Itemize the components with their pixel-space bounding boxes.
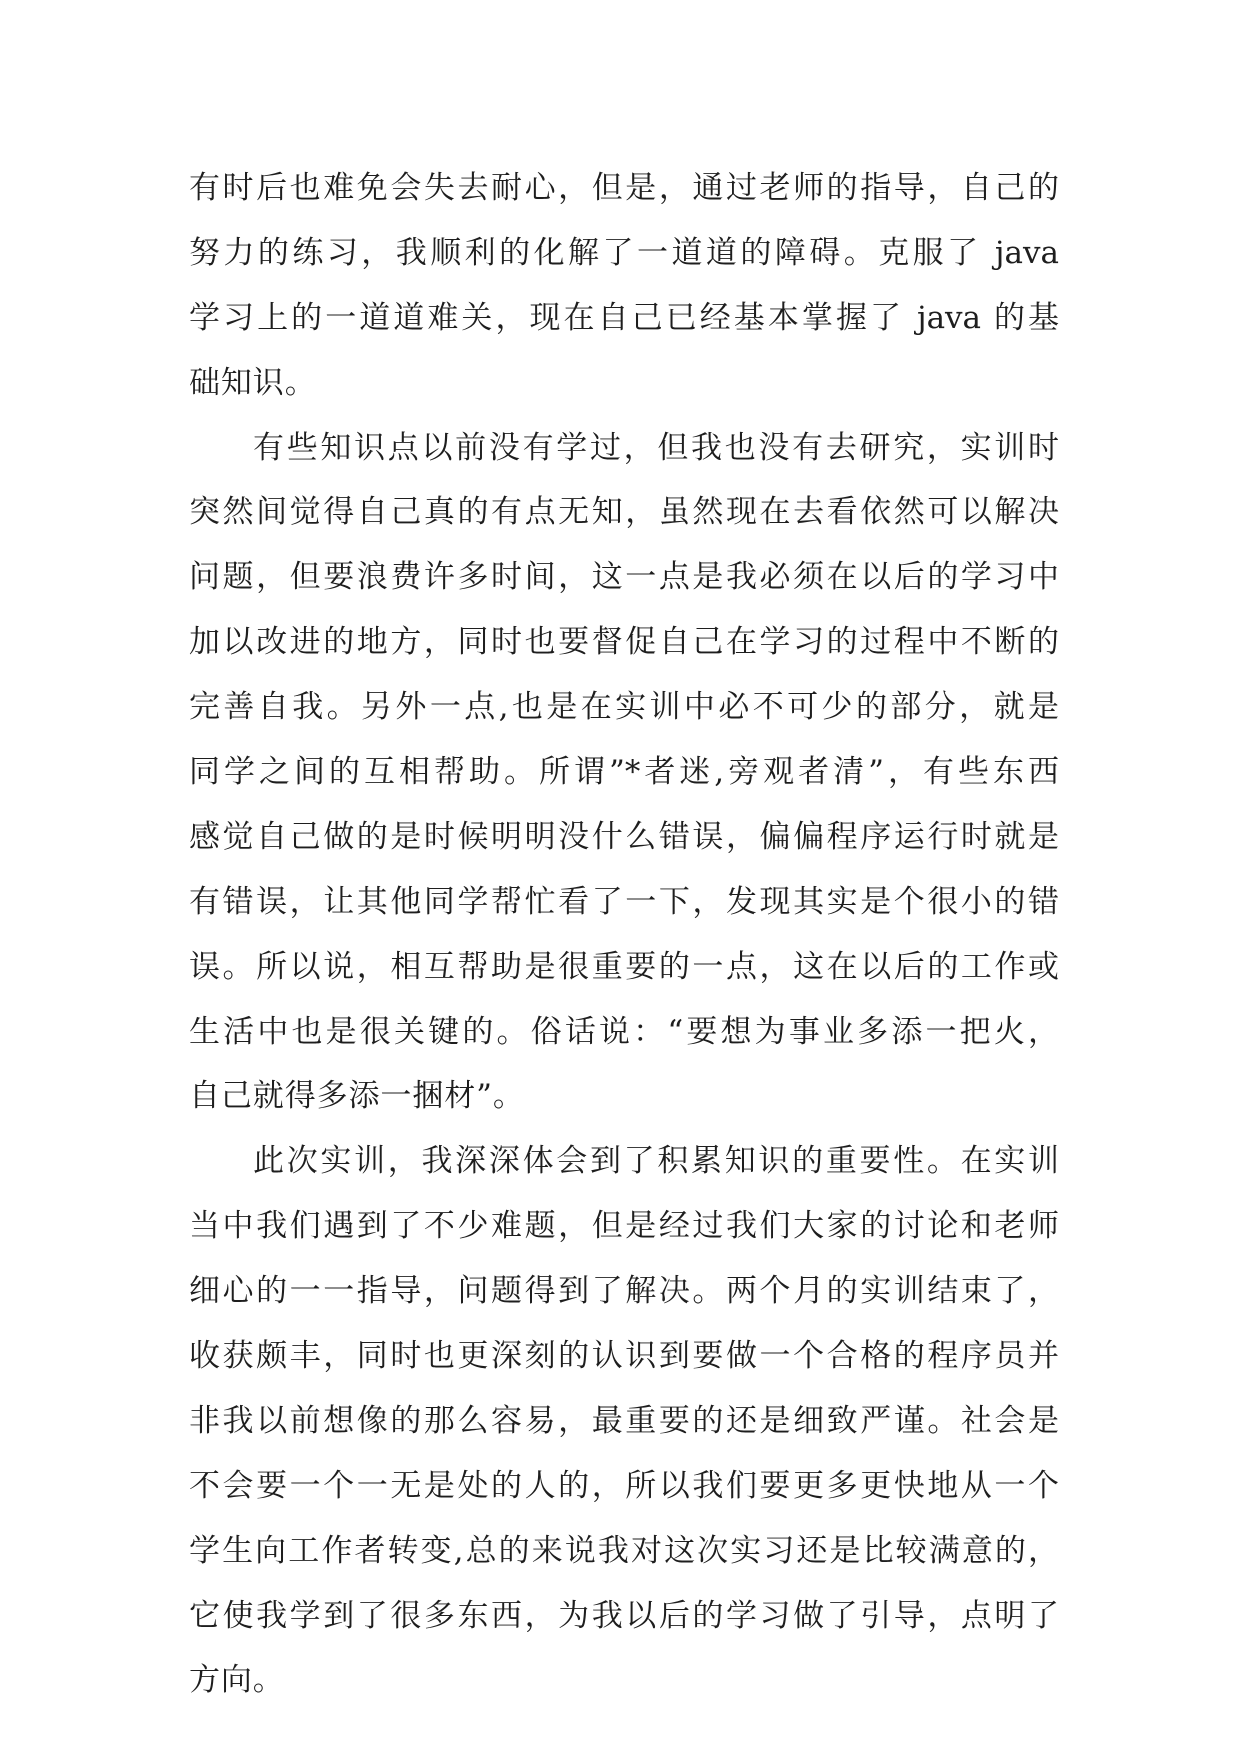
paragraph-2 — [189, 416, 1059, 1130]
text-line: 努力的练习，我顺利的化解了一道道的障碍。克服了 java — [189, 234, 1059, 271]
paragraph-1 — [189, 156, 1059, 416]
text-line: 不会要一个一无是处的人的，所以我们要更多更快地从一个 — [189, 1467, 1059, 1504]
text-line: 自己就得多添一捆材”。 — [189, 1078, 525, 1115]
text-line: 细心的一一指导，问题得到了解决。两个月的实训结束了， — [189, 1273, 1059, 1310]
text-line: 收获颇丰，同时也更深刻的认识到要做一个合格的程序员并 — [189, 1338, 1059, 1375]
text-line: 它使我学到了很多东西，为我以后的学习做了引导，点明了 — [189, 1597, 1059, 1634]
text-line: 当中我们遇到了不少难题，但是经过我们大家的讨论和老师 — [189, 1208, 1059, 1245]
text-line: 误。所以说，相互帮助是很重要的一点，这在以后的工作或 — [189, 948, 1059, 985]
text-line: 问题，但要浪费许多时间，这一点是我必须在以后的学习中 — [189, 559, 1059, 596]
text-line: 同学之间的互相帮助。所谓”*者迷,旁观者清”，有些东西 — [189, 754, 1059, 791]
text-line: 有错误，让其他同学帮忙看了一下，发现其实是个很小的错 — [189, 883, 1059, 920]
text-line: 感觉自己做的是时候明明没什么错误，偏偏程序运行时就是 — [189, 818, 1059, 855]
text-line: 方向。 — [189, 1662, 285, 1699]
text-line: 础知识。 — [189, 364, 317, 401]
text-line: 突然间觉得自己真的有点无知，虽然现在去看依然可以解决 — [189, 494, 1059, 531]
text-line: 有些知识点以前没有学过，但我也没有去研究，实训时 — [253, 429, 1059, 466]
text-line: 此次实训，我深深体会到了积累知识的重要性。在实训 — [253, 1143, 1059, 1180]
text-line: 学习上的一道道难关，现在自己已经基本掌握了 java 的基 — [189, 299, 1059, 336]
text-line: 生活中也是很关键的。俗话说：“要想为事业多添一把火， — [189, 1013, 1059, 1050]
text-line: 加以改进的地方，同时也要督促自己在学习的过程中不断的 — [189, 624, 1059, 661]
text-line: 有时后也难免会失去耐心，但是，通过老师的指导，自己的 — [189, 170, 1059, 206]
paragraph-3 — [189, 1129, 1059, 1713]
document-body — [189, 156, 1059, 1713]
text-line: 学生向工作者转变,总的来说我对这次实习还是比较满意的， — [189, 1532, 1059, 1569]
text-line: 非我以前想像的那么容易，最重要的还是细致严谨。社会是 — [189, 1402, 1059, 1439]
text-line: 完善自我。另外一点,也是在实训中必不可少的部分，就是 — [189, 689, 1059, 726]
